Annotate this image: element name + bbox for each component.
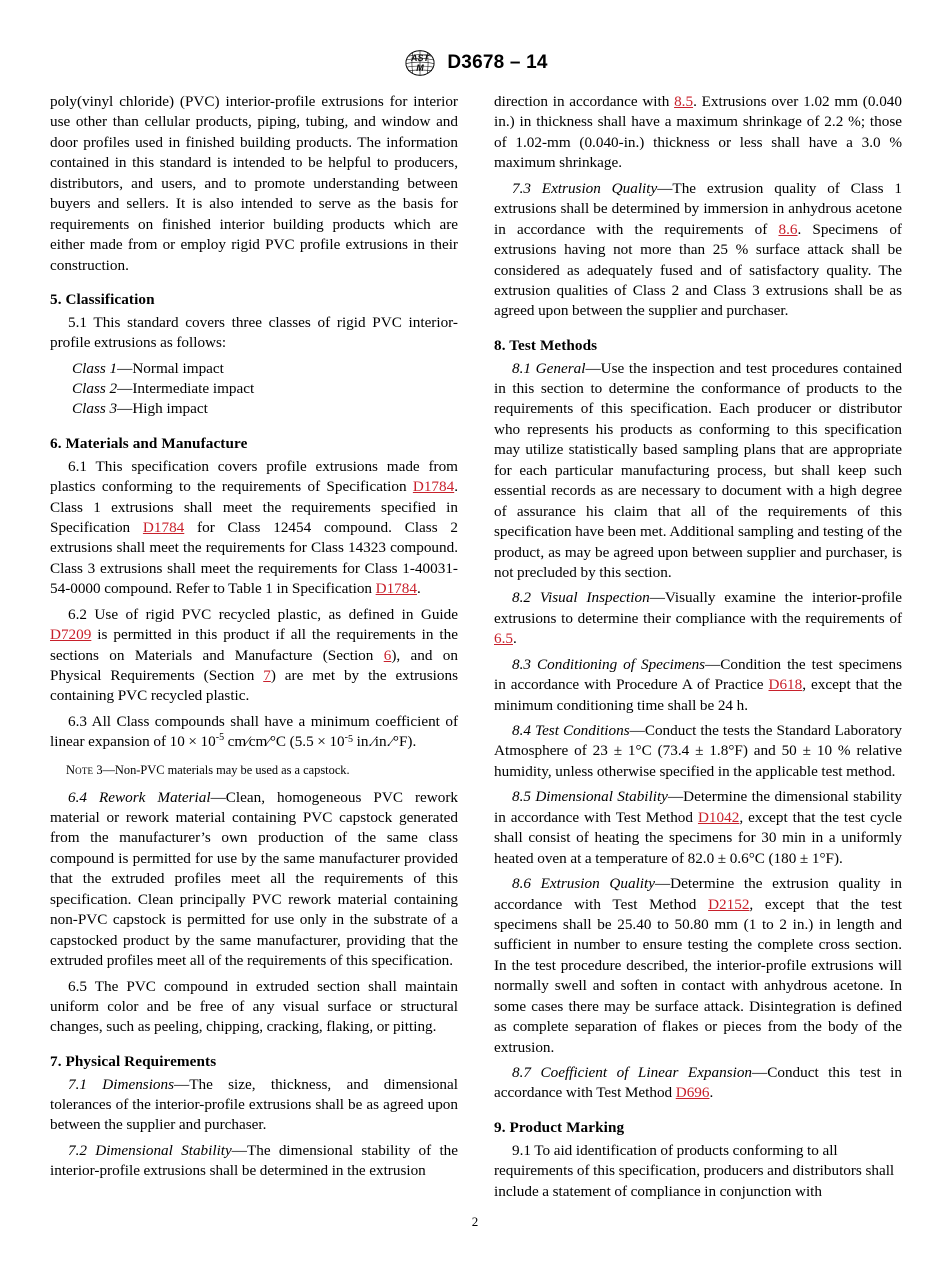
p7-3-text-a: —The extrusion quality of Class 1 extrusions shall be determined by immersion in anhydrous acetone in accordance with the requirements of — [494, 179, 902, 238]
reference-link-d1042[interactable]: D1042 — [697, 808, 740, 826]
paragraph-6-3 — [50, 712, 458, 753]
note-3-label: Note — [66, 762, 94, 777]
reference-link-d7209[interactable]: D7209 — [50, 626, 92, 644]
p8-2-label: 8.2 Visual Inspection — [512, 589, 650, 607]
p6-3-text-d: in.⁄in.⁄°F). — [353, 733, 417, 751]
paragraph-8-3 — [494, 655, 902, 716]
p8-6-label: 8.6 Extrusion Quality — [512, 875, 655, 893]
p8-7-label: 8.7 Coefficient of Linear Expansion — [512, 1064, 753, 1081]
class-3-text: —High impact — [117, 400, 208, 418]
class-2-text: —Intermediate impact — [117, 380, 255, 397]
reference-link-d696[interactable]: D696 — [675, 1084, 710, 1102]
p6-2-text-a: 6.2 Use of rigid PVC recycled plastic, as defined in Guide — [68, 605, 458, 623]
p6-1-text-a: 6.1 This specification covers profile extrusions made from plastics conforming to the requirements of Specification — [50, 457, 458, 496]
paragraph-6-2 — [50, 605, 458, 707]
paragraph-5-1: 5.1 This standard covers three classes of rigid PVC interior-profile extrusions as follows: — [50, 313, 458, 352]
astm-logo-icon — [402, 48, 438, 78]
p8-4-text: —Conduct the tests the Standard Laboratory Atmosphere of 23 ± 1°C (73.4 ± 1.8°F) and 50 ± 10 % relative humidity, unless otherwise specified in the applicable test method. — [494, 722, 902, 780]
p8-6-text-b: , except that the test specimens shall be 25.40 to 50.80 mm (1 to 2 in.) in length and sufficient in number to ensure testing the complete cross section. In the test procedure described, the interior-profile extrusions will normally swell and soften in contact with anhydrous acetone. In some cases there may be surface attack. Disintegration is defined as complete separation of flakes or pieces from the body of the extrusion. — [494, 895, 902, 1056]
p8-7-text-b: . — [709, 1084, 714, 1102]
paragraph-9-1: 9.1 To aid identification of products conforming to all requirements of this specification, producers and distributors shall include a statement of compliance in conjunction with — [494, 1141, 895, 1200]
p6-4-text: —Clean, homogeneous PVC rework material or rework material containing PVC capstock generated from the manufacturer’s own production of the same class compound is permitted for use by the same manufacturer provided that the extruded profiles meet all the requirements of this specification. Clean principally PVC rework material containing non-PVC capstock is permitted for use only in the substrate of a capstocked product by the same manufacturer, providing that the extruded profiles meet all of the requirements of this specification. — [50, 788, 458, 970]
paragraph-8-6 — [494, 874, 902, 1058]
class-2-line — [50, 379, 458, 399]
note-3-text: 3—Non-PVC materials may be used as a capstock. — [93, 762, 350, 777]
p7-2-label: 7.2 Dimensional Stability — [68, 1141, 232, 1159]
page-number: 2 — [471, 1214, 479, 1229]
svg-text:AST: AST — [411, 53, 430, 64]
p6-1-text-b: . Class 1 extrusions shall meet the requirements specified in Specification — [50, 478, 458, 536]
p8-3-label: 8.3 Conditioning of Specimens — [512, 655, 706, 673]
section-heading-7: 7. Physical Requirements — [50, 1052, 217, 1070]
reference-link-section-6[interactable]: 6 — [383, 646, 392, 664]
section-heading-5: 5. Classification — [50, 290, 155, 308]
page-header — [0, 48, 950, 78]
paragraph-8-2 — [494, 588, 902, 649]
section-heading-6: 6. Materials and Manufacture — [50, 434, 248, 452]
reference-link-d1784-a[interactable]: D1784 — [412, 478, 455, 496]
p8-7-text-a: —Conduct this test in accordance with Test Method — [494, 1064, 903, 1102]
reference-link-6-5[interactable]: 6.5 — [494, 630, 513, 648]
p6-3-superscript-2: - — [344, 732, 348, 744]
p8-3-text-b: , except that the minimum conditioning time shall be 24 h. — [494, 676, 902, 714]
p6-4-label: 6.4 Rework Material — [68, 788, 211, 806]
p8-5-text-b: , except that the test cycle shall consist of heating the specimens for 30 min in a uniformly heated oven at a temperature of 82.0 ± 0.6°C (180 ± 1°F). — [494, 808, 902, 867]
p6-2-text-c: ), and on Physical Requirements (Section — [50, 646, 458, 684]
p7-1-text: —The size, thickness, and dimensional tolerances of the interior-profile extrusions shall be as agreed upon between the supplier and purchaser. — [50, 1075, 458, 1134]
p7-3-label: 7.3 Extrusion Quality — [512, 179, 658, 197]
paragraph-6-5: 6.5 The PVC compound in extruded section shall maintain uniform color and be free of any visual surface or structural changes, such as peeling, chipping, cracking, flaking, or pitting. — [50, 977, 458, 1036]
reference-link-8-6[interactable]: 8.6 — [778, 220, 798, 238]
svg-text:M: M — [416, 62, 425, 73]
reference-link-d1784-c[interactable]: D1784 — [375, 580, 417, 598]
p7-2-cont-text-a: direction in accordance with — [494, 93, 675, 110]
section-heading-8: 8. Test Methods — [494, 336, 598, 354]
p8-2-text-b: . — [512, 630, 517, 648]
class-1-text: —Normal impact — [117, 359, 224, 377]
class-1-line — [50, 359, 458, 379]
paragraph-8-1 — [494, 359, 902, 584]
class-3-label: Class 3 — [72, 400, 118, 418]
intro-continuation-paragraph: poly(vinyl chloride) (PVC) interior-profile extrusions for interior use other than cellular products, piping, tubing, and window and door profiles used in finished building products. The information contained in this standard is intended to be helpful to producers, distributors, and users, and to promote understanding between buyers and sellers. It is also intended to serve as the basis for requirements on finished interior building products which are either made from or employ rigid PVC profile extrusions in their construction. — [50, 93, 458, 274]
reference-link-section-7[interactable]: 7 — [263, 667, 271, 684]
body-columns — [50, 92, 902, 1207]
paragraph-6-1 — [50, 457, 458, 600]
paragraph-7-2-continuation — [494, 92, 902, 174]
p7-3-text-b: . Specimens of extrusions having not more than 25 % surface attack shall be considered as adequately fused and of satisfactory quality. The extrusion qualities of Class 2 and Class 3 extrusions shall be as agreed upon between the supplier and purchaser. — [494, 220, 902, 320]
class-3-line — [50, 399, 458, 419]
paragraph-7-2 — [50, 1141, 458, 1182]
p8-5-text-a: —Determine the dimensional stability in accordance with Test Method — [494, 788, 902, 826]
standard-designation: D3678 – 14 — [447, 52, 548, 73]
page-footer — [0, 1214, 950, 1230]
p6-3-superscript-3: 5 — [348, 734, 354, 746]
p6-2-text-b: is permitted in this product if all the requirements in the sections on Materials and Manufacture (Section — [50, 626, 458, 664]
note-3 — [50, 762, 458, 779]
p6-3-text-b: cm⁄cm⁄°C (5.5 × 10 — [224, 733, 345, 751]
p8-6-text-a: —Determine the extrusion quality in accordance with Test Method — [494, 875, 902, 913]
p6-1-text-d: . — [416, 580, 421, 598]
paragraph-8-4 — [494, 721, 902, 782]
reference-link-d618[interactable]: D618 — [768, 676, 803, 694]
p8-4-label: 8.4 Test Conditions — [512, 722, 630, 739]
p6-3-text-a: 6.3 All Class compounds shall have a minimum coefficient of linear expansion of 10 × 10 — [50, 712, 458, 751]
reference-link-d2152[interactable]: D2152 — [708, 895, 750, 913]
p8-2-text-a: —Visually examine the interior-profile extrusions to determine their compliance with the requirements of — [494, 589, 902, 627]
p8-1-text: —Use the inspection and test procedures contained in this section to determine the conformance of products to the requirements of this specification. Each producer or distributor who represents his products as conforming to this specification may utilize statistically based sampling plans that are appropriate for each particular manufacturing process, but shall keep such essential records as are necessary to document with a high degree of assurance his claim that all of the requirements of this specification have been met. Additional sampling and testing of the product, as may be agreed upon between supplier and purchaser, is not precluded by this section. — [494, 359, 902, 581]
p7-2-text: —The dimensional stability of the interior-profile extrusions shall be determined in the extrusion — [50, 1141, 459, 1180]
left-column — [50, 92, 458, 1207]
class-2-label: Class 2 — [72, 380, 118, 397]
paragraph-8-5 — [494, 787, 902, 869]
reference-link-8-5[interactable]: 8.5 — [674, 93, 694, 110]
p8-3-text-a: —Condition the test specimens in accordance with Procedure A of Practice — [494, 655, 902, 694]
p7-1-label: 7.1 Dimensions — [68, 1075, 175, 1093]
paragraph-7-1 — [50, 1075, 458, 1136]
paragraph-6-4 — [50, 788, 458, 972]
p6-1-text-c: for Class 12454 compound. Class 2 extrusions shall meet the requirements for Class 14323 compound. Class 3 extrusions shall meet the requirements for Class 1-40031-54-0000 compound. Refer to Table 1 in Specification — [50, 518, 458, 598]
p8-1-label: 8.1 General — [512, 359, 586, 377]
paragraph-7-3 — [494, 179, 902, 322]
paragraph-8-7 — [494, 1063, 902, 1104]
right-column — [494, 92, 902, 1207]
p8-5-label: 8.5 Dimensional Stability — [512, 788, 668, 806]
p6-3-superscript-1: -5 — [215, 732, 225, 744]
p7-2-cont-text-b: . Extrusions over 1.02 mm (0.040 in.) in thickness shall have a maximum shrinkage of 2.2 %; those of 1.02-mm (0.040-in.) thickness or less shall have a 3.0 % maximum shrinkage. — [494, 93, 902, 172]
reference-link-d1784-b[interactable]: D1784 — [142, 518, 185, 536]
section-heading-9: 9. Product Marking — [494, 1118, 625, 1136]
class-1-label: Class 1 — [72, 359, 118, 377]
p6-2-text-d: ) are met by the extrusions containing PVC recycled plastic. — [50, 667, 458, 705]
